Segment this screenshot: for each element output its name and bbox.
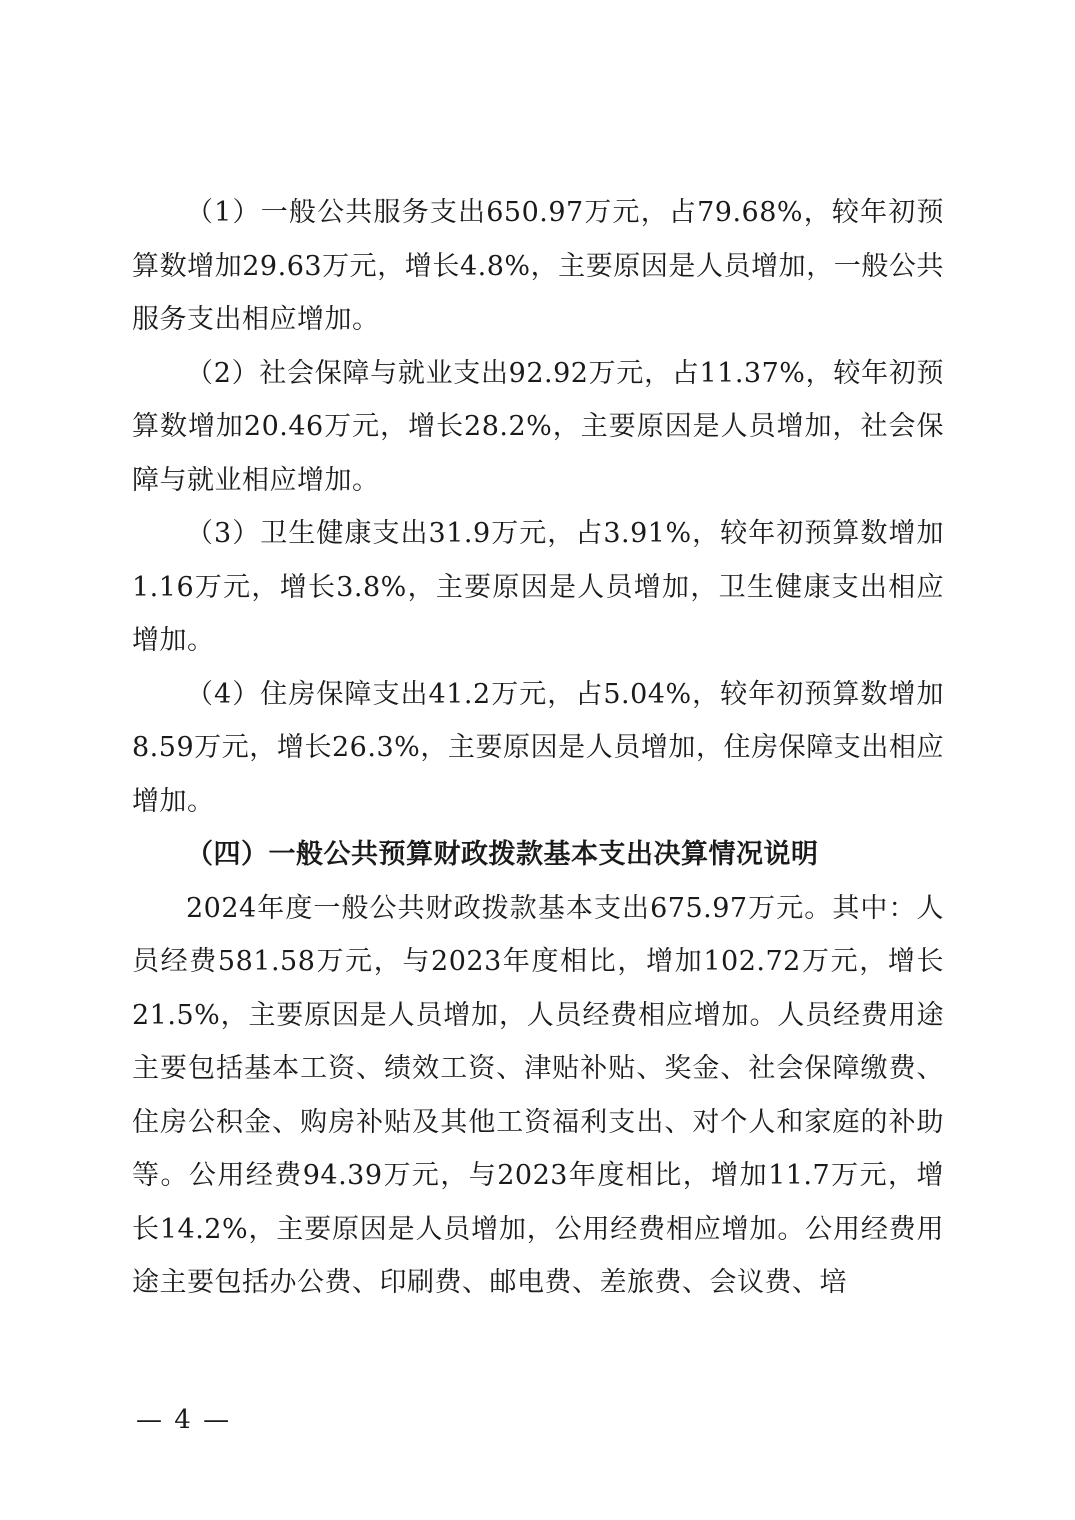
paragraph-health: （3）卫生健康支出31.9万元，占3.91%，较年初预算数增加1.16万元，增长3.8%，主要原因是人员增加，卫生健康支出相应增加。 xyxy=(132,518,944,656)
paragraph-general-public-services: （1）一般公共服务支出650.97万元，占79.68%，较年初预算数增加29.63万元，增长4.8%，主要原因是人员增加，一般公共服务支出相应增加。 xyxy=(132,197,944,335)
document-page xyxy=(132,186,944,1310)
paragraph-social-security: （2）社会保障与就业支出92.92万元，占11.37%，较年初预算数增加20.46万元，增长28.2%，主要原因是人员增加，社会保障与就业相应增加。 xyxy=(132,357,944,496)
section-heading: （四）一般公共预算财政拨款基本支出决算情况说明 xyxy=(186,839,819,870)
paragraph-housing: （4）住房保障支出41.2万元，占5.04%，较年初预算数增加8.59万元，增长26.3%，主要原因是人员增加，住房保障支出相应增加。 xyxy=(132,678,944,817)
page-number: — 4 — xyxy=(136,1405,232,1435)
paragraph-basic-expenditure: 2024年度一般公共财政拨款基本支出675.97万元。其中：人员经费581.58万元，与2023年度相比，增加102.72万元，增长21.5%，主要原因是人员增加，人员经费相应增加。人员经费用途主要包括基本工资、绩效工资、津贴补贴、奖金、社会保障缴费、住房公积金、购房补贴及其他工资福利支出、对个人和家庭的补助等。公用经费94.39万元，与2023年度相比，增加11.7万元，增长14.2%，主要原因是人员增加，公用经费相应增加。公用经费用途主要包括办公费、印刷费、邮电费、差旅费、会议费、培 xyxy=(132,892,944,1298)
